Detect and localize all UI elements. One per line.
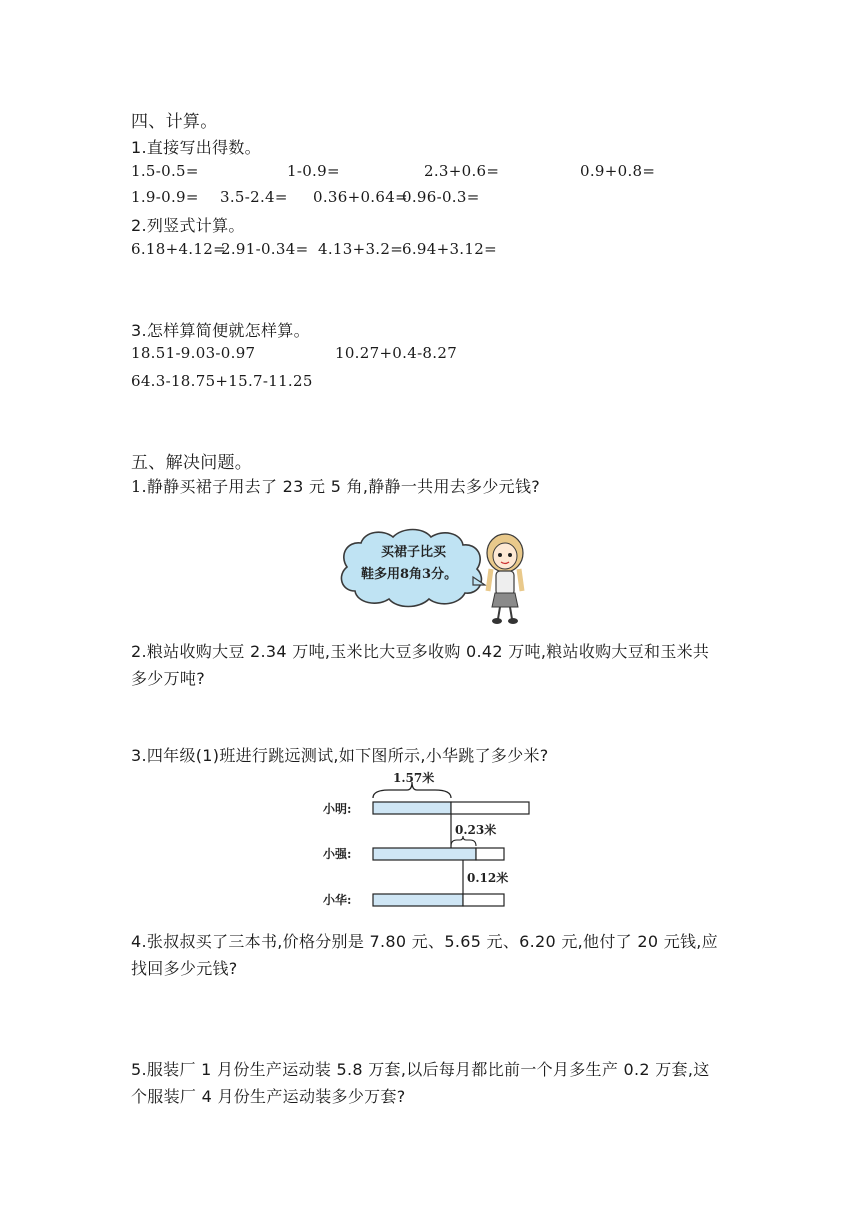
calc-item: 0.36+0.64= <box>313 188 408 206</box>
vertical-calc-item: 2.91-0.34= <box>221 240 309 258</box>
vertical-calc-item: 6.94+3.12= <box>402 240 497 258</box>
bar-xiaoqiang-filled <box>373 848 476 860</box>
calc-item: 0.96-0.3= <box>402 188 480 206</box>
section4-title: 四、计算。 <box>131 112 218 132</box>
bar-xiaoqiang-rest <box>476 848 504 860</box>
calc-item: 1.9-0.9= <box>131 188 199 206</box>
bubble-line-2: 鞋多用8角3分。 <box>361 567 458 582</box>
question-5-line-2: 个服装厂 4 月份生产运动装多少万套? <box>131 1087 406 1106</box>
calc-item: 3.5-2.4= <box>220 188 288 206</box>
label-xiaoqiang: 小强: <box>323 847 352 861</box>
simplify-item: 10.27+0.4-8.27 <box>335 344 458 362</box>
question-4-line-1: 4.张叔叔买了三本书,价格分别是 7.80 元、5.65 元、6.20 元,他付了 20 元钱,应 <box>131 932 718 951</box>
small-brace <box>451 836 476 846</box>
section5-title: 五、解决问题。 <box>131 453 253 473</box>
bar-xiaoming-known <box>373 802 451 814</box>
part2-title: 2.列竖式计算。 <box>131 216 245 235</box>
calc-item: 0.9+0.8= <box>580 162 656 180</box>
bar-xiaohua-filled <box>373 894 463 906</box>
question-1 <box>131 474 540 497</box>
bar-xiaohua-rest <box>463 894 504 906</box>
question-3: 3.四年级(1)班进行跳远测试,如下图所示,小华跳了多少米? <box>131 746 549 765</box>
calc-item: 2.3+0.6= <box>424 162 500 180</box>
calc-item: 1.5-0.5= <box>131 162 199 180</box>
diff1-label: 0.23米 <box>455 823 497 837</box>
question-text: 静静买裙子用去了 23 元 5 角,静静一共用去多少元钱? <box>146 477 541 496</box>
bubble-line-1: 买裙子比买 <box>381 545 447 560</box>
speech-illustration <box>335 525 545 625</box>
diff2-label: 0.12米 <box>467 871 509 885</box>
long-jump-diagram <box>323 770 563 910</box>
label-xiaohua: 小华: <box>323 893 352 907</box>
question-4-line-2: 找回多少元钱? <box>131 959 238 978</box>
vertical-calc-item: 4.13+3.2= <box>318 240 404 258</box>
calc-item: 1-0.9= <box>287 162 340 180</box>
bar-xiaoming-rest <box>451 802 529 814</box>
question-number: 1. <box>131 477 147 496</box>
question-2-line-2: 多少万吨? <box>131 669 205 688</box>
part1-title: 1.直接写出得数。 <box>131 138 261 157</box>
label-xiaoming: 小明: <box>323 802 352 816</box>
girl-figure <box>487 534 523 624</box>
simplify-item: 64.3-18.75+15.7-11.25 <box>131 372 313 390</box>
vertical-calc-item: 6.18+4.12= <box>131 240 226 258</box>
simplify-item: 18.51-9.03-0.97 <box>131 344 256 362</box>
question-5-line-1: 5.服装厂 1 月份生产运动装 5.8 万套,以后每月都比前一个月多生产 0.2 万套,这 <box>131 1060 710 1079</box>
part3-title: 3.怎样算简便就怎样算。 <box>131 321 310 340</box>
question-2-line-1: 2.粮站收购大豆 2.34 万吨,玉米比大豆多收购 0.42 万吨,粮站收购大豆和玉米共 <box>131 642 710 661</box>
brace-label: 1.57米 <box>393 771 435 785</box>
